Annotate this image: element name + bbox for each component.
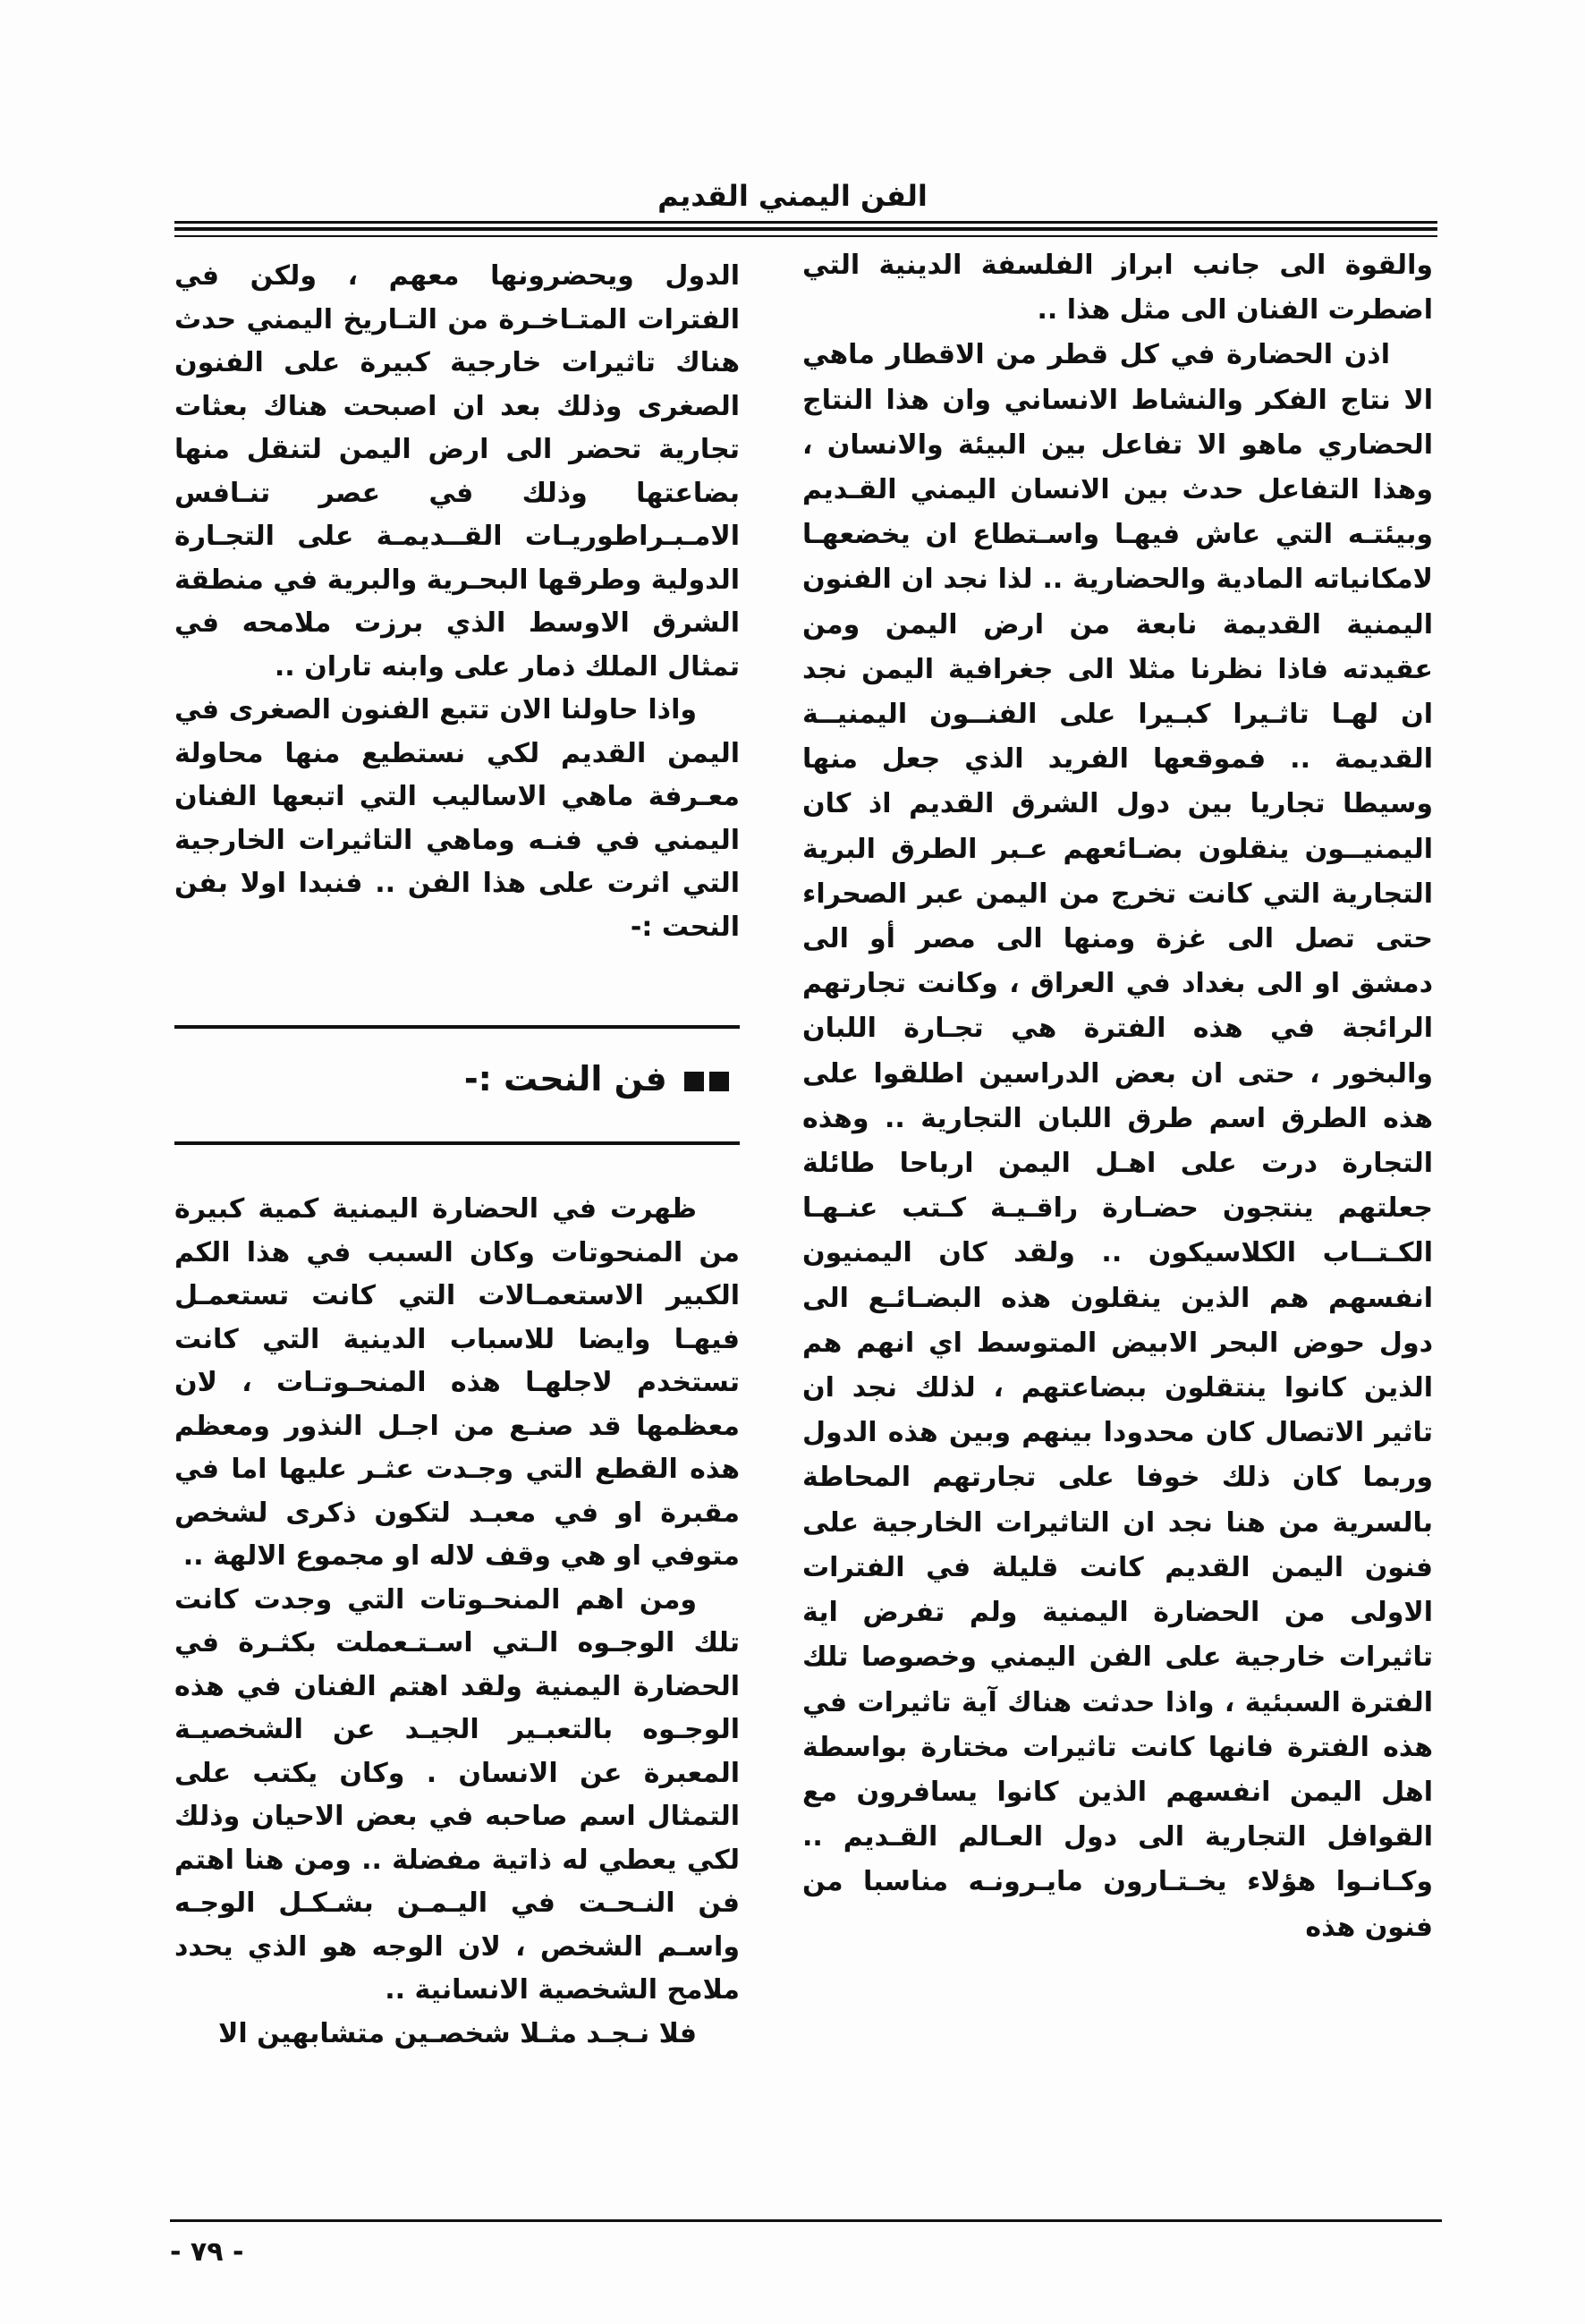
header-rule-middle [174, 227, 1437, 231]
footer-rule [170, 2219, 1442, 2222]
paragraph: والقوة الى جانب ابراز الفلسفة الدينية التي اضطرت الفنان الى مثل هذا .. [802, 250, 1433, 327]
section-rule-bottom [174, 1141, 740, 1145]
square-bullet-icon [709, 1072, 729, 1091]
paragraph: ظهرت في الحضارة اليمنية كمية كبيرة من المنحوتات وكان السبب في هذا الكم الكبير الاستعمـالات التي كانت تستعمـل فيهـا وايضا للاسباب الدينية التي كانت تستخدم لاجلهـا هذه المنحـوتـات ، لان معظمها قد صنـع من اجـل النذور ومعظم هذه القطع التي وجـدت عثـر عليها اما في مقبرة او في معبـد لتكون ذكرى لشخص متوفي او هي وقف لاله او مجموع الالهة .. [174, 1193, 740, 1572]
header-rule-bottom [174, 235, 1437, 237]
section-heading-text: فن النحت :- [463, 1059, 667, 1098]
page-number: - ٧٩ - [170, 2236, 244, 2268]
paragraph: ومن اهم المنحـوتات التي وجدت كانت تلك الوجـوه الـتي اسـتـعملت بكثـرة في الحضارة اليمنية ولقد اهتم الفنان في هذه الوجـوه بالتعبـير الجيـد عن الشخصيـة المعبرة عن الانسان . وكان يكتب على التمثال اسم صاحبه في بعض الاحيان وذلك لكي يعطي له ذاتية مفضلة .. ومن هنا اهتم فن النـحـت في اليـمـن بشـكـل الوجـه واسـم الشخص ، لان الوجه هو الذي يحدد ملامح الشخصية الانسانية .. [174, 1583, 740, 2006]
running-header: الفن اليمني القديم [657, 179, 928, 213]
paragraph: فلا نـجـد مثـلا شخصـين متشابهين الا [218, 2017, 697, 2049]
paragraph: واذا حاولنا الان تتبع الفنون الصغرى في اليمن القديم لكي نستطيع منها محاولة معـرفة ماهي الاساليب التي اتبعها الفنان اليمني في فنـه وماهي التاثيرات الخارجية التي اثرت على هذا الفن .. فنبدا اولا بفن النحت :- [174, 694, 740, 943]
left-column [174, 255, 740, 949]
header-rule-top [174, 221, 1437, 224]
paragraph: اذن الحضارة في كل قطر من الاقطار ماهي الا نتاج الفكر والنشاط الانساني وان هذا النتاج الحضاري ماهو الا تفاعل بين البيئة والانسان ، وهذا التفاعل حدث بين الانسان اليمني القـديم وبيئتـه التي عاش فيهـا واسـتطاع ان يخضعهـا لامكانياته المادية والحضارية .. لذا نجد ان الفنون اليمنية القديمة نابعة من ارض اليمن ومن عقيدته فاذا نظرنا مثلا الى جغرافية اليمن نجد ان لهـا تاثـيرا كبـيرا على الفنــون اليمنيــة القديمة .. فموقعها الفريد الذي جعل منها وسيطا تجاريا بين دول الشرق القديم اذ كان اليمنيــون ينقلون بضـائعهم عـبر الطرق البرية التجارية التي كانت تخرج من اليمن عبر الصحراء حتى تصل الى غزة ومنها الى مصر أو الى دمشق او الى بغداد في العراق ، وكانت تجارتهم الرائجة في هذه الفترة هي تجـارة اللبان والبخور ، حتى ان بعض الدراسين اطلقوا على هذه الطرق اسم طرق اللبان التجارية .. وهذه التجارة درت على اهـل اليمن ارباحا طائلة جعلتهم ينتجون حضـارة راقـيـة كـتب عنـهـا الكـتــاب الكلاسيكون .. ولقد كان اليمنيون انفسهم هم الذين ينقلون هذه البضـائـع الى دول حوض البحر الابيض المتوسط اي انهم هم الذين كانوا ينتقلون ببضاعتهم ، لذلك نجد ان تاثير الاتصال كان محدودا بينهم وبين هذه الدول وربما كان ذلك خوفا على تجارتهم المحاطة بالسرية من هنا نجد ان التاثيرات الخارجية على فنون اليمن القديم كانت قليلة في الفترات الاولى من الحضارة اليمنية ولم تفرض اية تاثيرات خارجية على الفن اليمني وخصوصا تلك الفترة السبئية ، واذا حدثت هناك آية تاثيرات في هذه الفترة فانها كانت تاثيرات مختارة بواسطة اهل اليمن انفسهم الذين كانوا يسافرون مع القوافل التجارية الى دول العـالم القـديم .. وكـانـوا هؤلاء يخـتـارون مايـرونـه مناسبا من فنون هذه [802, 339, 1433, 1943]
section-rule-top [174, 1025, 740, 1029]
right-column [802, 243, 1433, 1950]
section-heading [174, 1059, 740, 1098]
paragraph: الدول ويحضرونها معهم ، ولكن في الفترات المتـاخـرة من التـاريخ اليمني حدث هناك تاثيرات خارجية كبيرة على الفنون الصغرى وذلك بعد ان اصبحت هناك بعثات تجارية تحضر الى ارض اليمن لتنقل منها بضاعتها وذلك في عصر تنـافس الامـبـراطوريـات القــديمـة على التجـارة الدولية وطرقها البحـرية والبرية في منطقة الشرق الاوسط الذي برزت ملامحه في تمثال الملك ذمار على وابنه تاران .. [174, 260, 740, 683]
square-bullet-icon [684, 1072, 704, 1091]
left-column-lower [174, 1188, 740, 2056]
